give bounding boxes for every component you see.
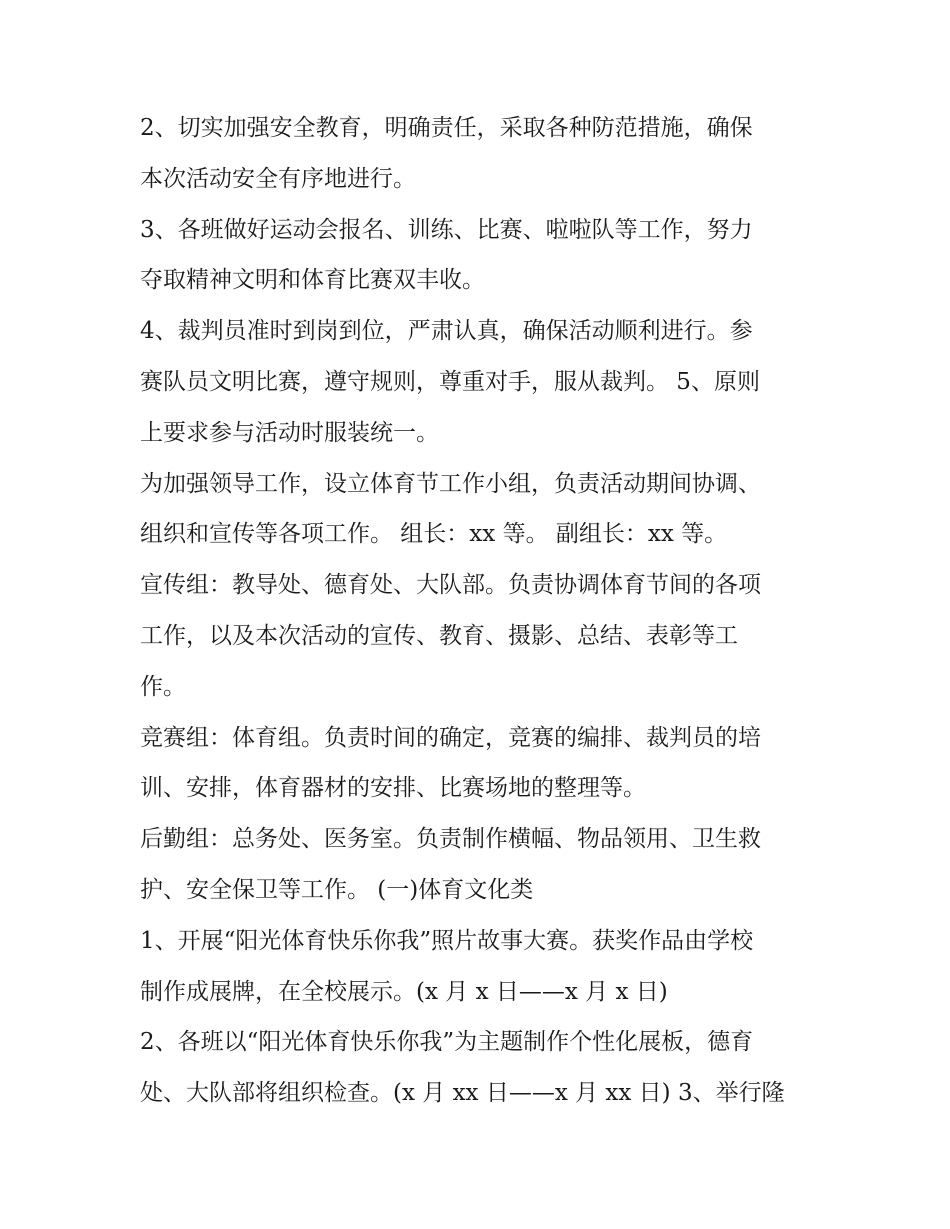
text-line: 竞赛组：体育组。负责时间的确定，竞赛的编排、裁判员的培: [140, 724, 761, 751]
paragraph-photo-contest: [140, 916, 820, 1018]
text-line: 训、安排，体育器材的安排、比赛场地的整理等。: [140, 775, 646, 802]
paragraph-publicity-group: [140, 560, 820, 712]
paragraph-class-preparation: [140, 205, 820, 307]
text-line: 护、安全保卫等工作。 (一)体育文化类: [140, 876, 534, 903]
text-line: 上要求参与活动时服装统一。: [140, 419, 439, 446]
text-line: 作。: [140, 673, 186, 700]
text-line: 为加强领导工作，设立体育节工作小组，负责活动期间协调、: [140, 470, 761, 497]
text-line: 夺取精神文明和体育比赛双丰收。: [140, 267, 485, 294]
text-line: 工作，以及本次活动的宣传、教育、摄影、总结、表彰等工: [140, 622, 738, 649]
document-body: [140, 103, 820, 1119]
text-line: 后勤组：总务处、医务室。负责制作横幅、物品领用、卫生救: [140, 826, 761, 853]
text-line: 宣传组：教导处、德育处、大队部。负责协调体育节间的各项: [140, 572, 761, 599]
paragraph-competition-group: [140, 713, 820, 815]
text-line: 3、各班做好运动会报名、训练、比赛、啦啦队等工作，努力: [140, 216, 753, 243]
paragraph-logistics-group: [140, 814, 820, 916]
paragraph-leadership-group: [140, 459, 820, 561]
text-line: 2、各班以“阳光体育快乐你我”为主题制作个性化展板，德育: [140, 1029, 754, 1056]
paragraph-safety-education: [140, 103, 820, 205]
text-line: 处、大队部将组织检查。(x 月 xx 日——x 月 xx 日) 3、举行隆: [140, 1080, 785, 1107]
text-line: 4、裁判员准时到岗到位，严肃认真，确保活动顺利进行。参: [140, 318, 753, 345]
paragraph-referees-rules: [140, 306, 820, 458]
text-line: 1、开展“阳光体育快乐你我”照片故事大赛。获奖作品由学校: [140, 927, 754, 954]
paragraph-display-boards: [140, 1017, 820, 1119]
text-line: 2、切实加强安全教育，明确责任，采取各种防范措施，确保: [140, 115, 753, 141]
text-line: 赛队员文明比赛，遵守规则，尊重对手，服从裁判。 5、原则: [140, 368, 760, 395]
text-line: 本次活动安全有序地进行。: [140, 165, 416, 192]
text-line: 制作成展牌，在全校展示。(x 月 x 日——x 月 x 日): [140, 978, 668, 1005]
text-line: 组织和宣传等各项工作。 组长：xx 等。 副组长：xx 等。: [140, 521, 728, 548]
